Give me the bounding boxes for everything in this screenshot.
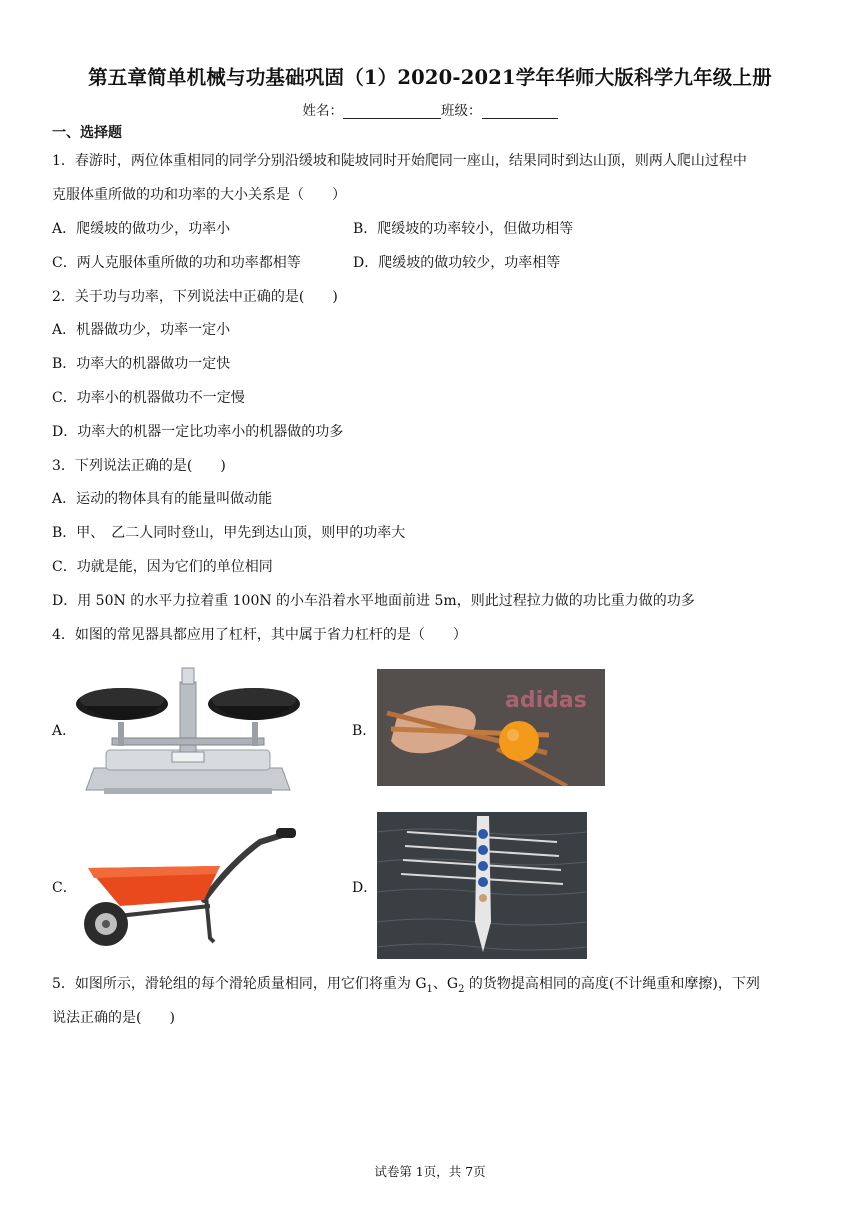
rowing-boat-icon xyxy=(377,812,587,959)
q1-option-a: A．爬缓坡的做功少，功率小 xyxy=(52,221,231,237)
q4-stem: 4．如图的常见器具都应用了杠杆，其中属于省力杠杆的是（ ） xyxy=(52,627,467,643)
q2-option-a: A．机器做功少，功率一定小 xyxy=(52,322,231,338)
q5-stem-post: 的货物提高相同的高度(不计绳重和摩擦)，下列 xyxy=(464,976,760,992)
q3-option-d: D．用 50N 的水平力拉着重 100N 的小车沿着水平地面前进 5m，则此过程拉力做的功比重力做的功多 xyxy=(52,593,695,609)
page-title: 第五章简单机械与功基础巩固（1）2020-2021学年华师大版科学九年级上册 xyxy=(88,66,772,89)
q2-option-b: B．功率大的机器做功一定快 xyxy=(52,356,231,372)
q2-stem: 2．关于功与功率，下列说法中正确的是( ) xyxy=(52,289,338,305)
q2-option-d: D．功率大的机器一定比功率小的机器做的功多 xyxy=(52,424,344,440)
page-footer: 试卷第 1页，共 7页 xyxy=(374,1164,486,1179)
q2-option-c: C．功率小的机器做功不一定慢 xyxy=(52,390,245,406)
q5-stem-pre: 5．如图所示，滑轮组的每个滑轮质量相同，用它们将重为 G xyxy=(52,976,427,992)
q1-stem-line1: 1．春游时，两位体重相同的同学分别沿缓坡和陡坡同时开始爬同一座山，结果同时到达山顶，则两人爬山过程中 xyxy=(52,153,747,169)
q1-option-c: C．两人克服体重所做的功和功率都相等 xyxy=(52,255,301,271)
q3-option-b: B．甲、 乙二人同时登山，甲先到达山顶，则甲的功率大 xyxy=(52,525,406,541)
class-blank[interactable] xyxy=(482,104,558,119)
q4-label-d: D． xyxy=(352,880,378,896)
q5-stem-line2: 说法正确的是( ) xyxy=(52,1010,175,1026)
q1-stem-line2: 克服体重所做的功和功率的大小关系是（ ） xyxy=(52,187,346,203)
q4-label-c: C． xyxy=(52,880,77,896)
q5-stem-line1 xyxy=(52,973,760,995)
section-heading: 一、选择题 xyxy=(52,125,122,141)
chopsticks-icon xyxy=(377,669,605,786)
balance-scale-icon xyxy=(76,664,300,800)
name-blank[interactable] xyxy=(343,104,441,119)
q4-label-b: B． xyxy=(352,723,377,739)
wheelbarrow-icon xyxy=(80,826,302,950)
svg-text:adidas: adidas xyxy=(505,688,587,713)
q1-option-b: B．爬缓坡的功率较小，但做功相等 xyxy=(353,221,574,237)
q5-sub-2: 2 xyxy=(458,983,465,995)
q1-option-d: D．爬缓坡的做功较少，功率相等 xyxy=(353,255,561,271)
q3-option-a: A．运动的物体具有的能量叫做动能 xyxy=(52,491,273,507)
student-info xyxy=(0,99,860,119)
q3-option-c: C．功就是能，因为它们的单位相同 xyxy=(52,559,273,575)
q4-label-a: A． xyxy=(52,723,77,739)
q3-stem: 3．下列说法正确的是( ) xyxy=(52,458,226,474)
name-label: 姓名： xyxy=(302,103,343,119)
q5-sub-1: 1 xyxy=(426,983,433,995)
q5-stem-mid: 、G xyxy=(432,976,459,992)
class-label: 班级： xyxy=(441,103,482,119)
